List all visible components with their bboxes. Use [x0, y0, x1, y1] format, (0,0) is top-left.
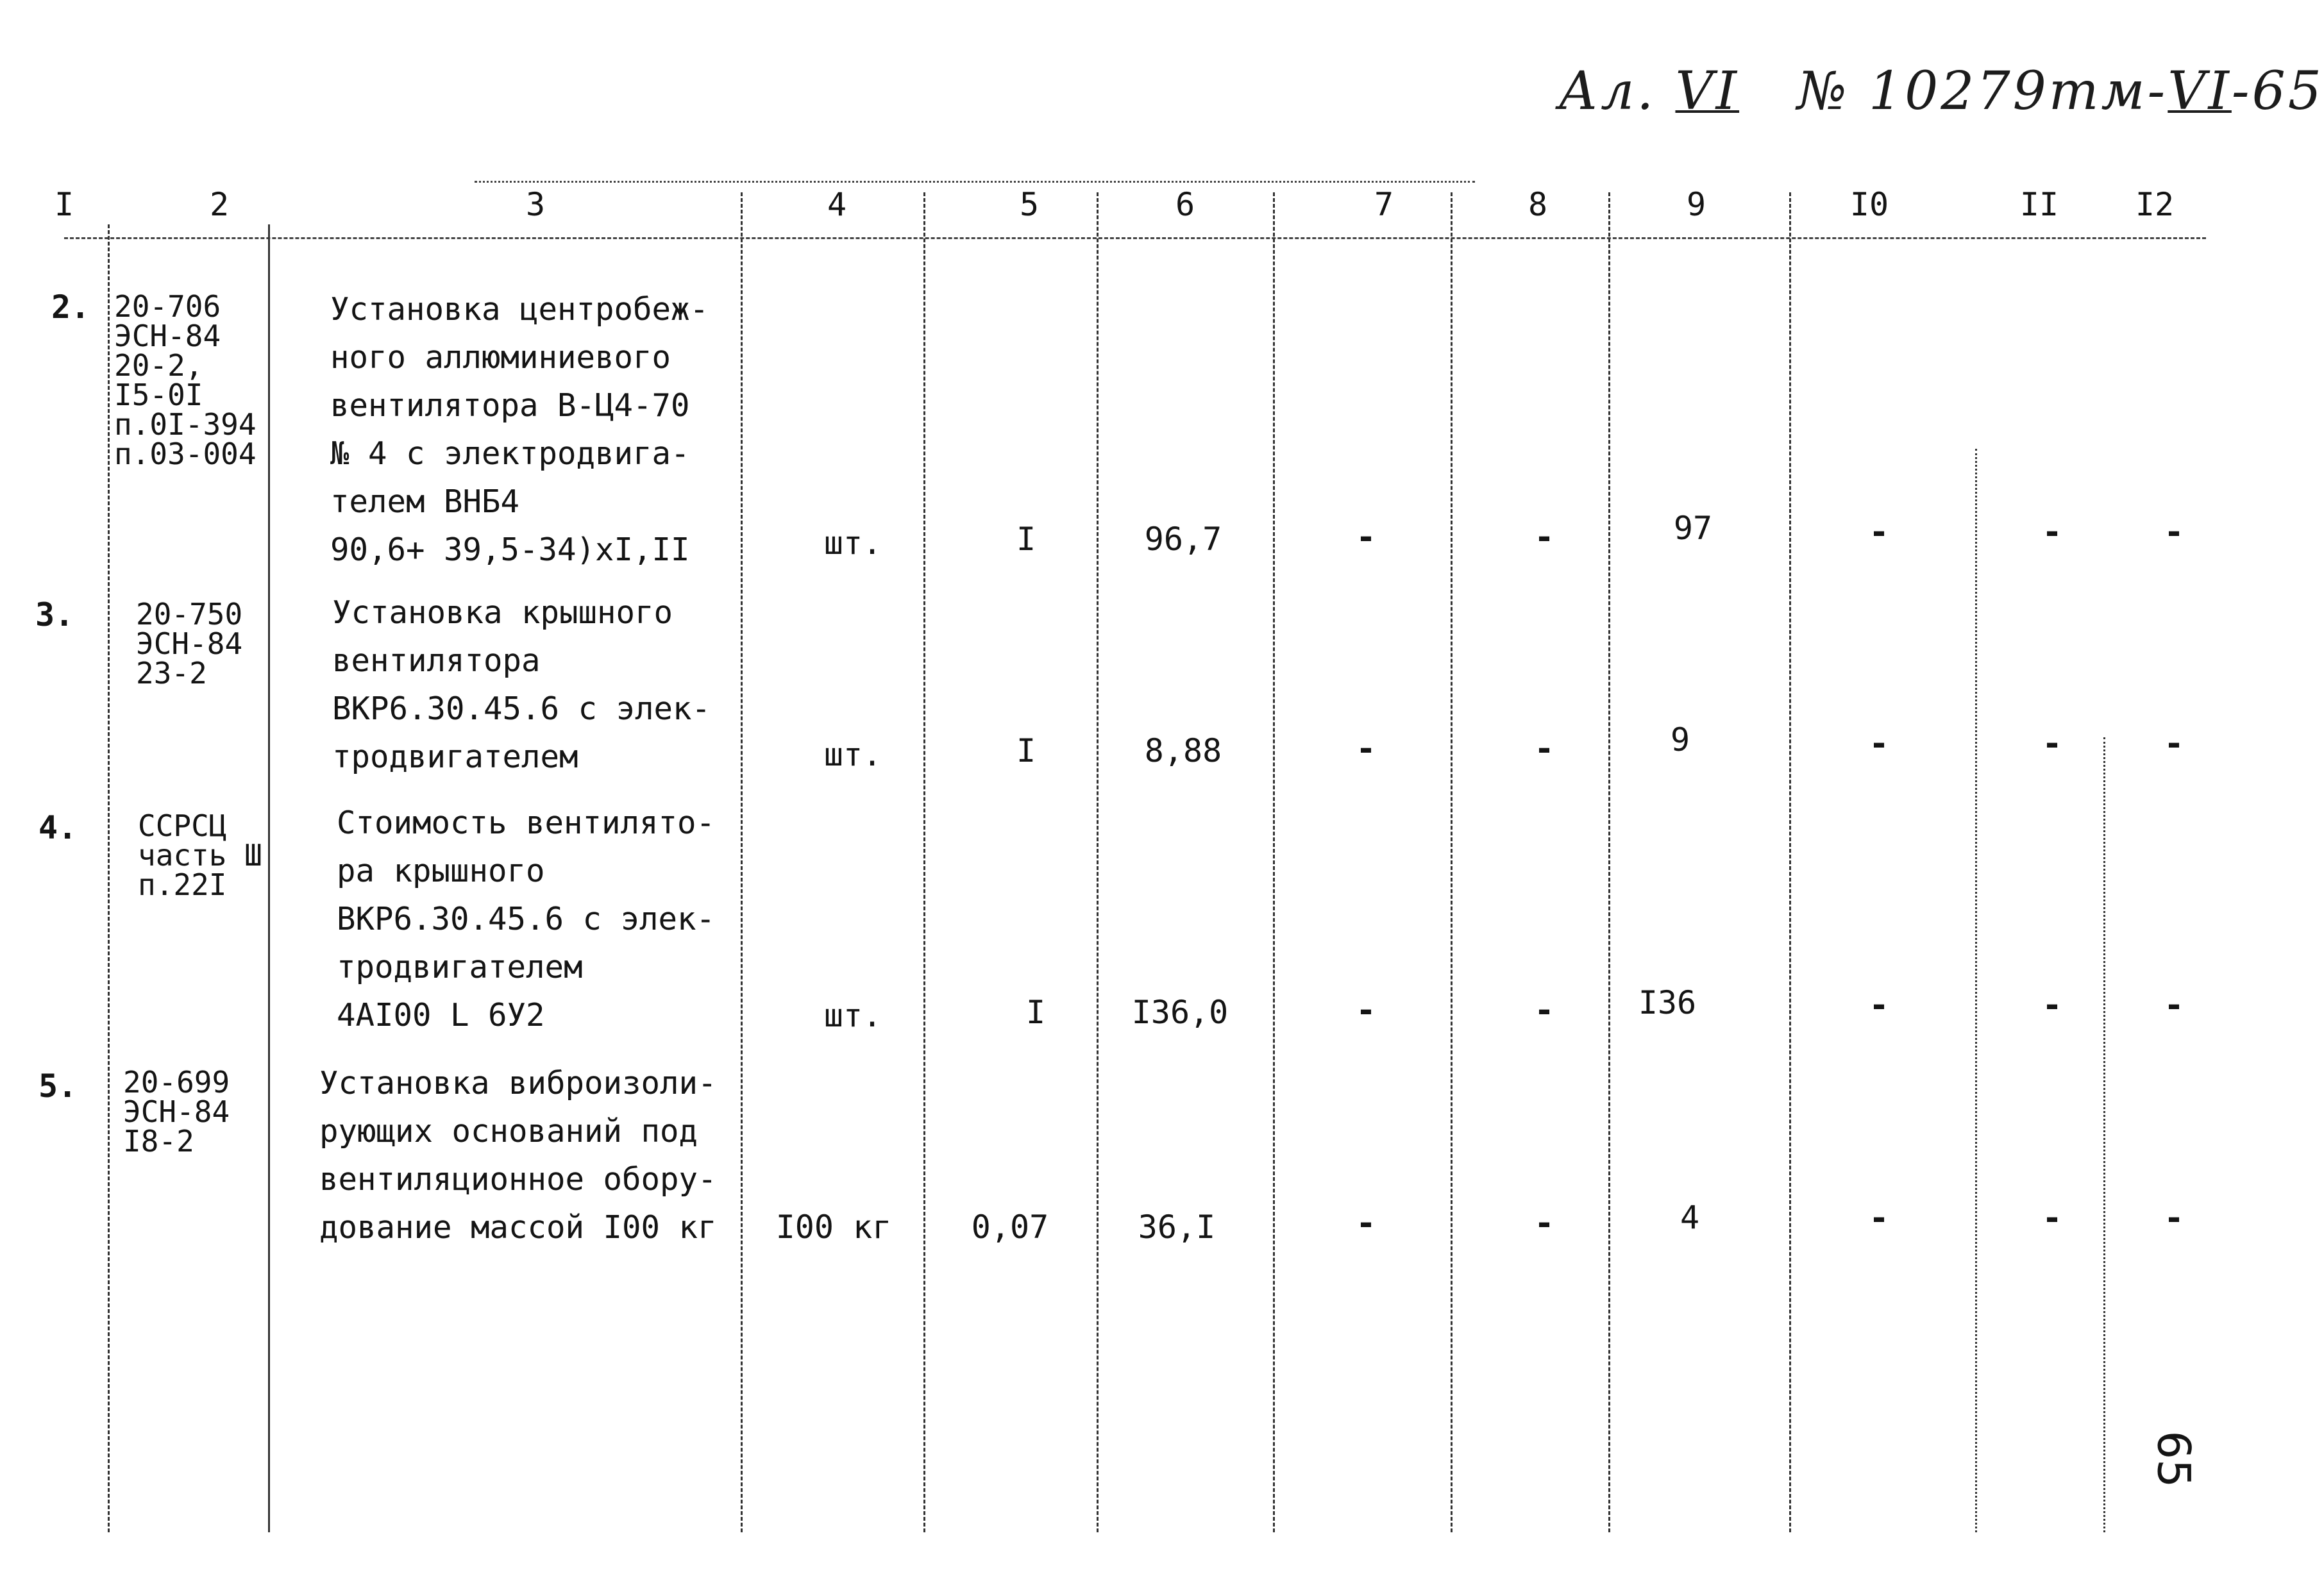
document-reference — [1558, 61, 2324, 122]
row-col12: - — [2164, 724, 2184, 763]
row-quantity: I — [1016, 521, 1036, 558]
column-divider-4-5 — [923, 192, 925, 1532]
row-col8: - — [1534, 991, 1554, 1030]
row-work-description: Установка крышного вентилятора ВКР6.30.45.6 с элек- тродвигателем — [332, 594, 711, 775]
row-col10: - — [1869, 513, 1889, 551]
row-col6: 8,88 — [1144, 732, 1222, 769]
row-col9: 9 — [1670, 721, 1690, 758]
row-col10: - — [1869, 1199, 1889, 1237]
row-col12: - — [2164, 513, 2184, 551]
row-col6: I36,0 — [1131, 994, 1229, 1031]
row-col6: 36,I — [1138, 1209, 1216, 1246]
row-col8: - — [1534, 518, 1554, 556]
row-number: 3. — [35, 596, 74, 633]
row-work-description: Стоимость вентилято- ра крышного ВКР6.30.45.6 с элек- тродвигателем 4АI00 L 6У2 — [337, 805, 716, 1034]
row-col11: - — [2042, 986, 2062, 1025]
row-col12: - — [2164, 986, 2184, 1025]
row-col11: - — [2042, 513, 2062, 551]
row-unit: I00 кг — [775, 1209, 892, 1246]
row-col9: 4 — [1680, 1199, 1700, 1236]
row-col8: - — [1534, 1204, 1554, 1243]
column-divider-10-11 — [1975, 449, 1977, 1532]
column-header-6: 6 — [1175, 186, 1195, 223]
column-divider-1-2 — [108, 224, 110, 1532]
column-divider-9-10 — [1789, 192, 1791, 1532]
row-reference-code: 20-750 ЭСН-84 23-2 — [136, 597, 243, 690]
column-header-8: 8 — [1528, 186, 1548, 223]
row-col9: I36 — [1638, 984, 1697, 1021]
row-work-description: Установка виброизоли- рующих оснований под вентиляционное обору- дование массой I00 кг — [319, 1065, 717, 1246]
row-reference-code: 20-699 ЭСН-84 I8-2 — [123, 1065, 230, 1159]
column-header-10: I0 — [1849, 186, 1889, 223]
column-divider-8-9 — [1608, 192, 1610, 1532]
row-quantity: 0,07 — [971, 1209, 1049, 1246]
column-divider-3-4 — [741, 192, 743, 1532]
header-overline — [475, 181, 1475, 183]
row-col11: - — [2042, 724, 2062, 763]
column-header-3: 3 — [525, 186, 546, 223]
reference-number-suffix: -65 — [2231, 61, 2324, 122]
row-work-description: Установка центробеж- ного аллюминиевого вентилятора В-Ц4-70 № 4 с электродвига- телем ВНБ4 90,6+ 39,5-34)xI,II — [330, 291, 709, 568]
row-quantity: I — [1016, 732, 1036, 769]
header-underline — [64, 237, 2206, 239]
row-col10: - — [1869, 986, 1889, 1025]
row-col12: - — [2164, 1199, 2184, 1237]
column-divider-11-12 — [2103, 737, 2105, 1532]
row-col11: - — [2042, 1199, 2062, 1237]
row-unit: шт. — [823, 524, 882, 562]
column-divider-6-7 — [1273, 192, 1275, 1532]
column-header-11: II — [2019, 186, 2059, 223]
row-col8: - — [1534, 730, 1554, 768]
row-col7: - — [1356, 730, 1376, 768]
row-unit: шт. — [823, 997, 882, 1034]
reference-number-label: № 10279тм- — [1797, 61, 2168, 122]
column-header-7: 7 — [1374, 186, 1394, 223]
column-header-9: 9 — [1686, 186, 1706, 223]
row-quantity: I — [1025, 994, 1046, 1031]
column-divider-5-6 — [1097, 192, 1099, 1532]
row-col6: 96,7 — [1144, 521, 1222, 558]
row-col7: - — [1356, 518, 1376, 556]
column-header-12: I2 — [2135, 186, 2175, 223]
column-header-5: 5 — [1019, 186, 1040, 223]
row-unit: шт. — [823, 736, 882, 773]
column-header-2: 2 — [209, 186, 230, 223]
row-col10: - — [1869, 724, 1889, 763]
row-reference-code: 20-706 ЭСН-84 20-2, I5-0I п.0I-394 п.03-004 — [114, 289, 257, 471]
row-number: 4. — [38, 809, 78, 846]
row-col9: 97 — [1673, 510, 1713, 547]
column-header-4: 4 — [827, 186, 847, 223]
row-col7: - — [1356, 991, 1376, 1030]
page-number: 65 — [2147, 1430, 2200, 1488]
column-header-1: I — [54, 186, 74, 223]
reference-album: VI — [1675, 61, 1740, 122]
reference-prefix: Ал. — [1558, 61, 1656, 122]
column-divider-7-8 — [1451, 192, 1453, 1532]
reference-number-mid: VI — [2168, 61, 2232, 122]
row-reference-code: ССРСЦ часть Ш п.22I — [138, 808, 262, 902]
row-number: 2. — [51, 289, 90, 326]
row-col7: - — [1356, 1204, 1376, 1243]
row-number: 5. — [38, 1067, 78, 1105]
column-divider-2-3 — [268, 224, 270, 1532]
